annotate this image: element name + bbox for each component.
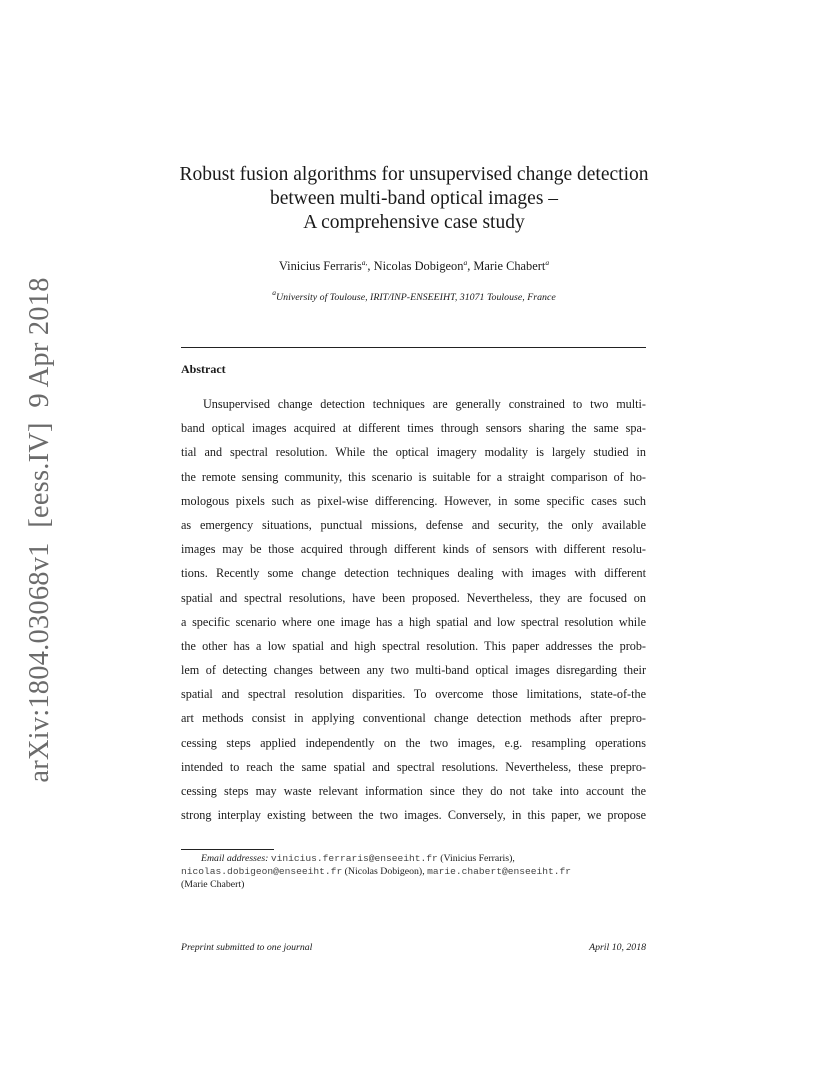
footnote-rule <box>181 849 274 850</box>
abstract-line: lem of detecting changes between any two multi-band optical images disregarding their <box>181 663 646 678</box>
author-list: Vinicius Ferraris$^{a,}$, Nicolas Dobigeon$^a$, Marie Chabert$^a$ <box>278 258 550 273</box>
abstract-heading: Abstract <box>181 362 226 376</box>
footnote-label: Email addresses: <box>201 853 269 864</box>
abstract-line: strong interplay existing between the two images. Conversely, in this paper, we propose <box>181 808 646 823</box>
arxiv-identifier-stamp <box>18 277 62 783</box>
abstract-line: spatial and spectral resolution disparities. To overcome those limitations, state-of-the <box>181 687 646 702</box>
abstract-line: intended to reach the same spatial and spectral resolutions. Nevertheless, these prepro- <box>181 759 646 774</box>
email-owner: (Vinicius Ferraris), <box>440 853 515 864</box>
abstract-top-rule <box>181 347 646 348</box>
abstract-line: images may be those acquired through different kinds of sensors with different resolu- <box>181 542 646 557</box>
footnote-line <box>181 852 646 865</box>
title-line: between multi-band optical images – <box>269 188 559 209</box>
abstract-line: the other has a low spatial and high spectral resolution. This paper addresses the prob- <box>181 638 646 653</box>
abstract-line: as emergency situations, punctual missions, defense and security, the only available <box>181 517 646 532</box>
title-line: Robust fusion algorithms for unsupervised change detection <box>179 164 649 185</box>
footnote-line <box>181 878 646 891</box>
abstract-line: art methods consist in applying conventional change detection methods after prepro- <box>181 711 646 726</box>
abstract-line: mologous pixels such as pixel-wise differencing. However, in some specific cases such <box>181 493 646 508</box>
preprint-note: Preprint submitted to one journal <box>181 942 313 953</box>
author-name: Nicolas Dobigeon <box>373 259 464 273</box>
footnote-line <box>181 865 646 878</box>
author-affiliation-mark: a <box>545 258 550 267</box>
author-affiliation-mark: a <box>463 258 468 267</box>
email-owner: (Marie Chabert) <box>181 879 245 891</box>
abstract-line: the remote sensing community, this scenario is suitable for a straight comparison of ho- <box>181 469 646 484</box>
affiliation-mark: a <box>272 288 277 297</box>
abstract-line: a specific scenario where one image has a high spatial and low spectral resolution while <box>181 614 646 629</box>
email-link[interactable]: marie.chabert@enseeiht.fr <box>427 866 572 878</box>
email-link[interactable]: nicolas.dobigeon@enseeiht.fr <box>181 866 343 878</box>
abstract-line: cessing steps applied independently on the two images, e.g. resampling operations <box>181 735 646 750</box>
abstract-line: cessing steps may waste relevant information since they do not take into account the <box>181 784 646 798</box>
abstract-line: tions. Recently some change detection techniques dealing with images with different <box>181 566 646 581</box>
author-affiliation-mark: a, <box>361 258 368 267</box>
arxiv-identifier-text: arXiv:1804.03068v1 [eess.IV] 9 Apr 2018 <box>24 277 55 783</box>
title-line: A comprehensive case study <box>303 212 525 233</box>
email-link[interactable]: vinicius.ferraris@enseeiht.fr <box>270 853 438 864</box>
email-owner: (Nicolas Dobigeon), <box>344 866 425 878</box>
author-name: Marie Chabert <box>473 259 546 273</box>
email-footnote <box>181 852 646 892</box>
abstract-line: band optical images acquired at different times through sensors sharing the same spa- <box>181 421 646 436</box>
paper-title <box>150 163 678 235</box>
abstract-body <box>181 392 646 827</box>
abstract-line: spatial and spectral resolutions, have been proposed. Nevertheless, they are focused on <box>181 590 646 605</box>
affiliation-text: University of Toulouse, IRIT/INP-ENSEEIHT, 31071 Toulouse, France <box>276 292 556 303</box>
author-name: Vinicius Ferraris <box>278 259 362 273</box>
abstract-line: tial and spectral resolution. While the optical imagery modality is largely studied in <box>181 445 646 460</box>
affiliation <box>150 288 678 303</box>
abstract-line: Unsupervised change detection techniques are generally constrained to two multi- <box>203 397 646 411</box>
preprint-date: April 10, 2018 <box>589 942 646 953</box>
